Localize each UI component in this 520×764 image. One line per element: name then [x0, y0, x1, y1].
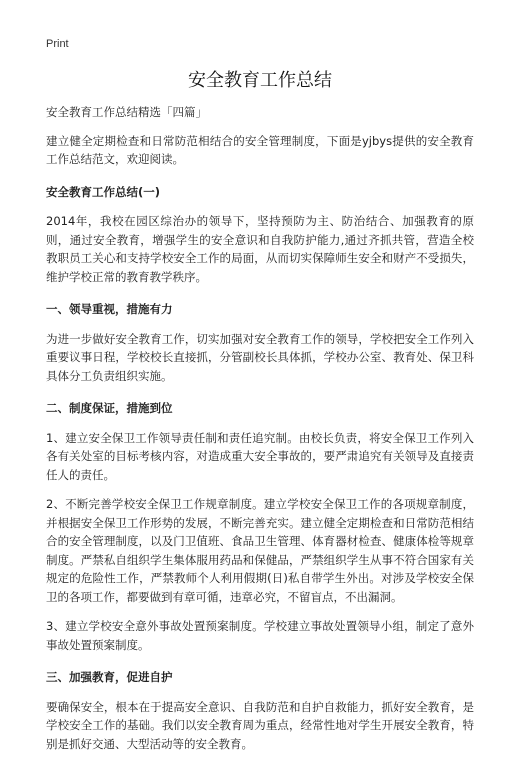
page-title: 安全教育工作总结: [188, 70, 332, 91]
section-heading: 安全教育工作总结(一): [46, 184, 161, 199]
paragraph-system-3: 3、建立学校安全意外事故处置预案制度。学校建立事故处置领导小组，制定了意外事故处置预案制度。: [46, 619, 474, 652]
intro-paragraph: 建立健全定期检查和日常防范相结合的安全管理制度，下面是yjbys提供的安全教育工作总结范文，欢迎阅读。: [46, 133, 474, 166]
paragraph-education: 要确保安全，根本在于提高安全意识、自我防范和自护自救能力，抓好安全教育，是学校安全工作的基础。我们以安全教育周为重点，经常性地对学生开展安全教育，特别是抓好交通、大型活动等的安全教育。: [46, 699, 474, 751]
paragraph-2014: 2014年，我校在园区综治办的领导下，坚持预防为主、防治结合、加强教育的原则，通过安全教育，增强学生的安全意识和自我防护能力,通过齐抓共管，营造全校教职员工关心和支持学校安全工作的局面，从而切实保障师生安全和财产不受损失，维护学校正常的教育教学秩序。: [46, 214, 474, 284]
document-subtitle: 安全教育工作总结精选「四篇」: [46, 105, 207, 119]
paragraph-system-1: 1、建立安全保卫工作领导责任制和责任追究制。由校长负责，将安全保卫工作列入各有关处室的目标考核内容，对造成重大安全事故的，要严肃追究有关领导及直接责任人的责任。: [46, 430, 474, 482]
document-body: [46, 103, 474, 764]
heading-leadership: 一、领导重视，措施有力: [46, 302, 173, 316]
heading-system: 二、制度保证，措施到位: [46, 401, 173, 415]
heading-education: 三、加强教育，促进自护: [46, 670, 173, 684]
print-link[interactable]: Print: [46, 38, 69, 50]
paragraph-system-2: 2、不断完善学校安全保卫工作规章制度。建立学校安全保卫工作的各项规章制度，并根据安全保卫工作形势的发展，不断完善充实。建立健全定期检查和日常防范相结合的安全管理制度，以及门卫值班、食品卫生管理、体育器材检查、健康体检等规章制度。严禁私自组织学生集体服用药品和保健品，严禁组织学生从事不符合国家有关规定的危险性工作，严禁教师个人利用假期(日)私自带学生外出。对涉及学校安全保卫的各项工作，都要做到有章可循，违章必究，不留盲点，不出漏洞。: [46, 497, 474, 604]
paragraph-leadership: 为进一步做好安全教育工作，切实加强对安全教育工作的领导，学校把安全工作列入重要议事日程，学校校长直接抓，分管副校长具体抓，学校办公室、教育处、保卫科具体分工负责组织实施。: [46, 331, 474, 383]
